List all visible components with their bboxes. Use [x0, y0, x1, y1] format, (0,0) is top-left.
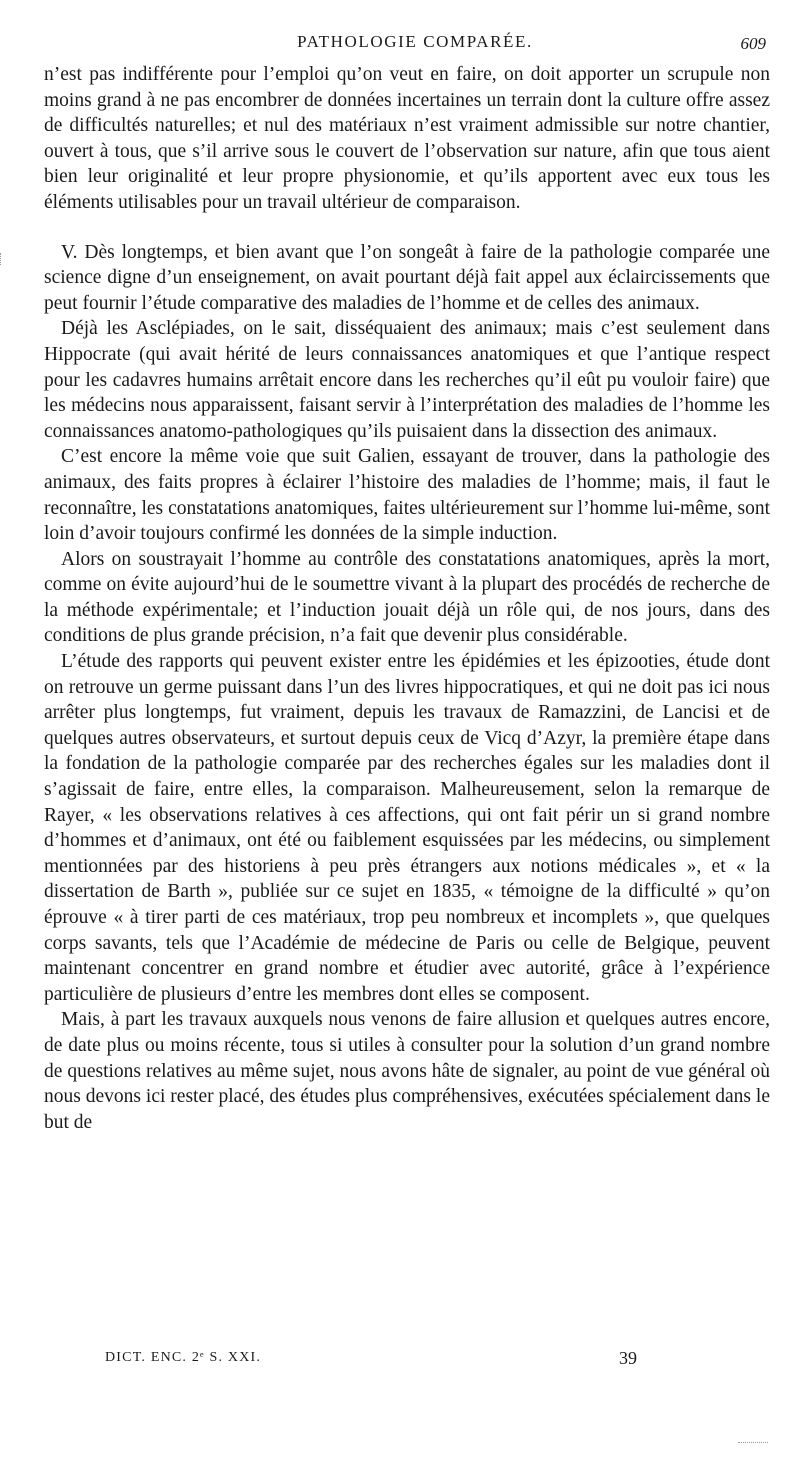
running-head — [60, 30, 770, 58]
paragraph-travaux: Mais, à part les travaux auxquels nous venons de faire allusion et quelques autres encore, de date plus ou moins récente, tous si utiles à consulter pour la solution d’un grand nombre de questions relatives au même sujet, nous avons hâte de signaler, au point de vue général où nous devons ici rester placé, des études plus compréhensives, exécutées spécialement dans le but de — [44, 1009, 770, 1133]
page-footer — [105, 1346, 665, 1374]
paragraph-induction: Alors on soustrayait l’homme au contrôle des constatations anatomiques, après la mort, comme on évite aujourd’hui de le soumettre vivant à la plupart des procédés de recherche de la méthode expérimentale; et l’induction jouait déjà un rôle qui, de nos jours, dans des conditions de plus grande précision, n’a fait que devenir plus considérable. — [44, 548, 770, 647]
paragraph-continuation: n’est pas indifférente pour l’emploi qu’on veut en faire, on doit apporter un scrupule non moins grand à ne pas encombrer de données incertaines un terrain dont la culture offre assez de difficultés naturelles; et nul des matériaux n’est vraiment admissible sur notre chantier, ouvert à tous, que s’il arrive sous le couvert de l’observation sur nature, afin que tous aient bien leur originalité et leur propre physionomie, et qu’ils apportent avec eux tous les éléments utilisables pour un travail ultérieur de comparaison. — [44, 64, 770, 213]
margin-mark — [0, 253, 7, 265]
page-number: 609 — [740, 34, 766, 53]
bottom-mark — [738, 1442, 768, 1443]
paragraph-epidemies: L’étude des rapports qui peuvent exister entre les épidémies et les épizooties, étude dont on retrouve un germe puissant dans l’un des livres hippocratiques, et qui ne doit pas ici nous arrêter plus longtemps, fut vraiment, depuis les travaux de Ramazzini, de Lancisi et de quelques autres observateurs, et surtout depuis ceux de Vicq d’Azyr, la première étape dans la fondation de la pathologie comparée par des recherches égales sur les maladies dont il s’agissait de faire, entre elles, la comparaison. Malheureusement, selon la remarque de Rayer, « les observations relatives à ces affections, qui ont fait périr un si grand nombre d’hommes et d’animaux, ont été ou faiblement esquissées par les médecins, ou simplement mentionnées par des historiens à peu près étrangers aux notions médicales », et « la dissertation de Barth », publiée sur ce sujet en 1835, « témoigne de la difficulté » qu’on éprouve « à tirer parti de ces matériaux, trop peu nombreux et incomplets », que quelques corps savants, tels que l’Académie de médecine de Paris ou celle de Belgique, peuvent maintenant concentrer en grand nombre et étudier avec autorité, grâce à l’expérience particulière de plusieurs d’entre les membres dont elles se composent. — [44, 651, 770, 1005]
paragraph-galien: C’est encore la même voie que suit Galien, essayant de trouver, dans la pathologie des animaux, des faits propres à éclairer l’histoire des maladies de l’homme; mais, il faut le reconnaître, les constatations anatomiques, faites ultérieurement sur l’homme lui-même, sont loin d’avoir toujours confirmé les données de la simple induction. — [44, 446, 770, 545]
running-title: PATHOLOGIE COMPARÉE. — [297, 32, 533, 51]
signature-mark: DICT. ENC. 2ᵉ S. XXI. — [105, 1350, 262, 1365]
paragraph-asclepiades: Déjà les Asclépiades, on le sait, disséquaient des animaux; mais c’est seulement dans Hippocrate (qui avait hérité de leurs connaissances anatomiques et que l’antique respect pour les cadavres humains arrêtait encore dans les recherches qu’il eût pu vouloir faire) que les médecins nous apparaissent, faisant servir à l’interprétation des maladies de l’homme les connaissances anatomo-pathologiques qu’ils puisaient dans la dissection des animaux. — [44, 318, 770, 442]
body-text — [44, 62, 770, 1135]
paragraph-section-v: V. Dès longtemps, et bien avant que l’on songeât à faire de la pathologie comparée une science digne d’un enseignement, on avait pourtant déjà fait appel aux éclaircissements que peut fournir l’étude comparative des maladies de l’homme et de celles des animaux. — [44, 241, 770, 314]
signature-number: 39 — [619, 1348, 637, 1368]
